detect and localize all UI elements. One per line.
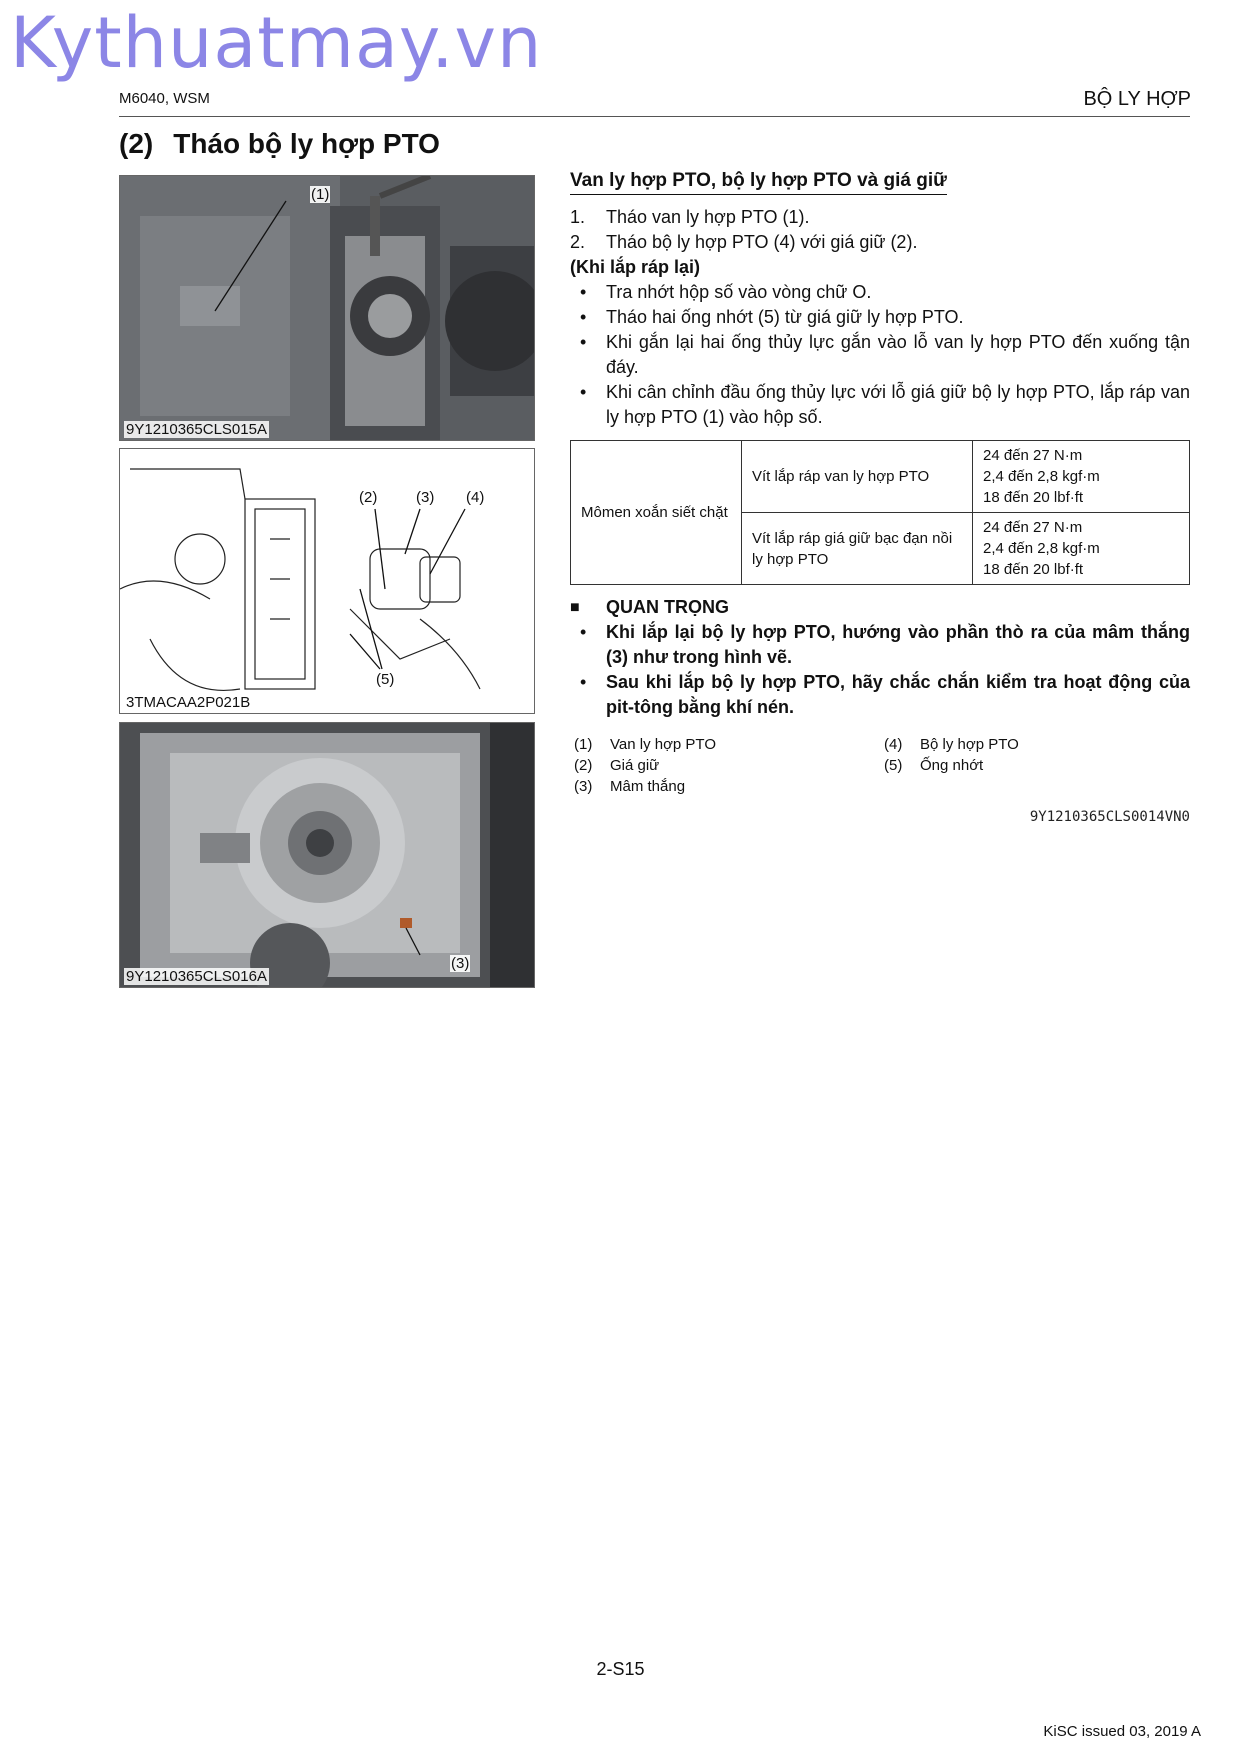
legend-value: Bộ ly hợp PTO (920, 736, 1019, 753)
torque-value: 18 đến 20 lbf·ft (983, 489, 1084, 506)
legend-value: Van ly hợp PTO (610, 736, 716, 753)
legend-key: (4) (884, 736, 903, 753)
reassembly-note-text: Tháo hai ống nhớt (5) từ giá giữ ly hợp PTO. (606, 307, 964, 327)
table-row (571, 441, 1190, 513)
reassembly-note-text: Khi gắn lại hai ống thủy lực gắn vào lỗ van ly hợp PTO đến xuống tận đáy. (606, 332, 1190, 377)
figure2-code: 3TMACAA2P021B (126, 694, 251, 711)
torque-value: 2,4 đến 2,8 kgf·m (983, 540, 1100, 557)
step-number: 1. (570, 207, 586, 227)
legend-value: Ống nhớt (920, 757, 984, 774)
header-chapter: BỘ LY HỢP (1083, 88, 1191, 110)
section-title-text: Tháo bộ ly hợp PTO (173, 128, 440, 159)
torque-label: Mômen xoắn siết chặt (571, 441, 742, 585)
bullet: • (580, 622, 587, 642)
procedure-column (570, 170, 1190, 825)
step-item (570, 230, 1190, 255)
legend-item (570, 776, 880, 797)
header-rule (119, 116, 1190, 117)
torque-values (973, 513, 1190, 585)
figure1-code: 9Y1210365CLS015A (126, 421, 267, 438)
important-item (570, 670, 1190, 720)
issued-note: KiSC issued 03, 2019 A (1043, 1723, 1201, 1740)
parts-legend (570, 734, 1190, 797)
legend-item (570, 734, 880, 755)
document-reference: 9Y1210365CLS0014VN0 (1029, 809, 1190, 825)
procedure-subtitle: Van ly hợp PTO, bộ ly hợp PTO và giá giữ (570, 170, 947, 195)
page-number: 2-S15 (596, 1659, 645, 1679)
step-text: Tháo van ly hợp PTO (1). (606, 207, 810, 227)
important-title: QUAN TRỌNG (606, 597, 729, 617)
bullet: • (580, 307, 587, 327)
figure1-callout-1: (1) (311, 186, 330, 203)
important-heading (570, 595, 1190, 620)
photo-drawing (120, 176, 534, 440)
figure-brake-plate-photo (119, 722, 535, 988)
legend-item (880, 734, 1190, 755)
important-item (570, 620, 1190, 670)
torque-table (570, 440, 1190, 585)
photo-drawing-3 (120, 723, 534, 987)
torque-value: 24 đến 27 N·m (983, 519, 1083, 536)
torque-value: 2,4 đến 2,8 kgf·m (983, 468, 1100, 485)
important-box (570, 595, 1190, 720)
legend-key: (1) (574, 736, 593, 753)
figure-pto-valve-photo (119, 175, 535, 441)
bullet: • (580, 382, 587, 402)
reassembly-note (570, 380, 1190, 430)
bullet: • (580, 332, 587, 352)
bullet: • (580, 672, 587, 692)
figure3-callout-3: (3) (451, 955, 470, 972)
watermark: Kythuatmay.vn (10, 2, 543, 84)
figure2-callout-5: (5) (376, 671, 395, 688)
legend-key: (2) (574, 757, 593, 774)
bullet: • (580, 282, 587, 302)
reassembly-label: (Khi lắp ráp lại) (570, 257, 701, 277)
legend-key: (5) (884, 757, 903, 774)
square-marker-icon: ■ (570, 599, 580, 616)
header-model: M6040, WSM (119, 90, 210, 107)
torque-value: 24 đến 27 N·m (983, 447, 1083, 464)
step-item (570, 205, 1190, 230)
torque-item: Vít lắp ráp van ly hợp PTO (742, 441, 973, 513)
legend-key: (3) (574, 778, 593, 795)
torque-item: Vít lắp ráp giá giữ bạc đạn nồi ly hợp PTO (742, 513, 973, 585)
legend-value: Giá giữ (610, 757, 660, 774)
legend-item (570, 755, 880, 776)
figure2-callout-3: (3) (416, 489, 435, 506)
reassembly-note (570, 305, 1190, 330)
reassembly-note-text: Tra nhớt hộp số vào vòng chữ O. (606, 282, 872, 302)
step-number: 2. (570, 232, 586, 252)
legend-item (880, 755, 1190, 776)
figure3-code: 9Y1210365CLS016A (126, 968, 267, 985)
legend-value: Mâm thắng (610, 778, 686, 795)
torque-values (973, 441, 1190, 513)
torque-value: 18 đến 20 lbf·ft (983, 561, 1084, 578)
figure2-callout-4: (4) (466, 489, 485, 506)
important-item-text: Khi lắp lại bộ ly hợp PTO, hướng vào phần thò ra của mâm thắng (3) như trong hình vẽ. (606, 622, 1190, 667)
reassembly-note (570, 280, 1190, 305)
section-title (119, 128, 440, 160)
section-number: (2) (119, 128, 154, 159)
reassembly-note-text: Khi cân chỉnh đầu ống thủy lực với lỗ giá giữ bộ ly hợp PTO, lắp ráp van ly hợp PTO (1) vào hộp số. (606, 382, 1190, 427)
step-text: Tháo bộ ly hợp PTO (4) với giá giữ (2). (606, 232, 918, 252)
reassembly-note (570, 330, 1190, 380)
figure2-callout-2: (2) (359, 489, 378, 506)
figure-pto-clutch-drawing (119, 448, 535, 714)
important-item-text: Sau khi lắp bộ ly hợp PTO, hãy chắc chắn kiểm tra hoạt động của pit-tông bằng khí nén. (606, 672, 1190, 717)
